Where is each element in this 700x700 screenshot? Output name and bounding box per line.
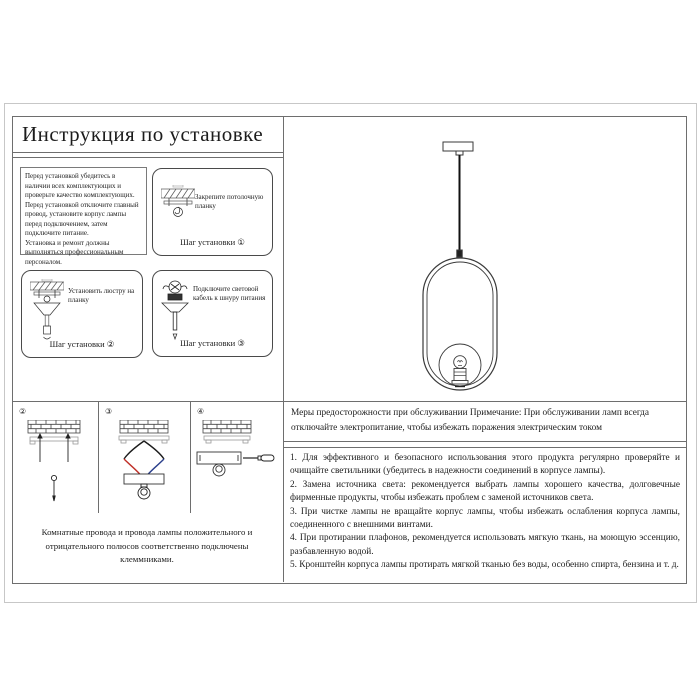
title-band [12, 116, 284, 153]
section-divider [12, 401, 686, 402]
pre-install-notes [20, 167, 147, 266]
chandelier-mount-diagram [30, 279, 64, 343]
maintenance-warning: Меры предосторожности при обслуживании Примечание: При обслуживании ламп всегда отключайте электропитание, чтобы избежать поражения электрическим током [291, 408, 650, 433]
cable-connect-diagram [159, 279, 191, 341]
install-step-3-box [152, 270, 273, 357]
step-3-number: ③ [237, 339, 245, 349]
care-item-3: 3. При чистке лампы не вращайте корпус лампы, чтобы избежать ослабления корпуса лампы, соединенного с внешними винтами. [290, 506, 680, 531]
care-item-5: 5. Кронштейн корпуса лампы протирать мягкой тканью без воды, особенно спирта, бензина и т. д. [290, 560, 679, 571]
wire-connection-diagram [99, 420, 189, 510]
install-step-2-box [21, 270, 143, 358]
right-divider-top [283, 441, 686, 442]
wiring-note: Комнатные провода и провода лампы положительного и отрицательного полюсов соответственно подключены клеммниками. [41, 527, 253, 565]
step-1-number: ① [237, 238, 245, 248]
pre-install-note-2: Перед установкой отключите главный провод, установите корпус лампы перед подключением, затем подключите питание. [25, 200, 139, 238]
step-2-caption: Установить люстру на планку [68, 287, 135, 305]
care-item-1: 1. Для эффективного и безопасного использования этого продукта регулярно проверяйте и очищайте светильники (убедитесь в надежности соединений в корпусе лампы). [290, 453, 680, 477]
pre-install-note-3: Установка и ремонт должны выполняться профессиональным персоналом. [25, 238, 124, 266]
right-divider-bottom [283, 447, 686, 448]
step-2-label: Шаг установки ② [49, 339, 115, 350]
care-item-2: 2. Замена источника света: рекомендуется выбрать лампы хорошего качества, долговечные фирменные продукты, чтобы избежать проблем с заменой источников света. [290, 479, 680, 504]
step-1-label: Шаг установки ① [180, 237, 245, 248]
lamp-technical-drawing [283, 118, 686, 400]
care-item-4: 4. При протирании плафонов, рекомендуется использовать мягкую ткань, на моющую эссенцию, разбавленную водой. [290, 533, 680, 557]
pre-install-note-1: Перед установкой убедитесь в наличии всех комплектующих и проверьте качество комплектующих. [25, 172, 135, 200]
page-title: Инструкция по установке [22, 122, 264, 146]
step-3-caption: Подключите световой кабель к шнуру питания [193, 285, 266, 303]
mount-screws-diagram [14, 420, 96, 510]
step-1-caption: Закрепите потолочную планку [195, 193, 264, 211]
canopy-screwdriver-diagram [191, 420, 282, 510]
diagram-3-number: ③ [105, 407, 113, 416]
step-2-number: ② [106, 340, 115, 350]
diagram-4-number: ④ [197, 407, 205, 416]
step-3-label: Шаг установки ③ [180, 338, 245, 349]
install-step-1-box [152, 168, 273, 256]
title-underline [12, 157, 284, 158]
diagram-2-number: ② [19, 407, 27, 416]
care-instructions-list [290, 452, 680, 573]
ceiling-bracket-diagram [161, 185, 195, 225]
